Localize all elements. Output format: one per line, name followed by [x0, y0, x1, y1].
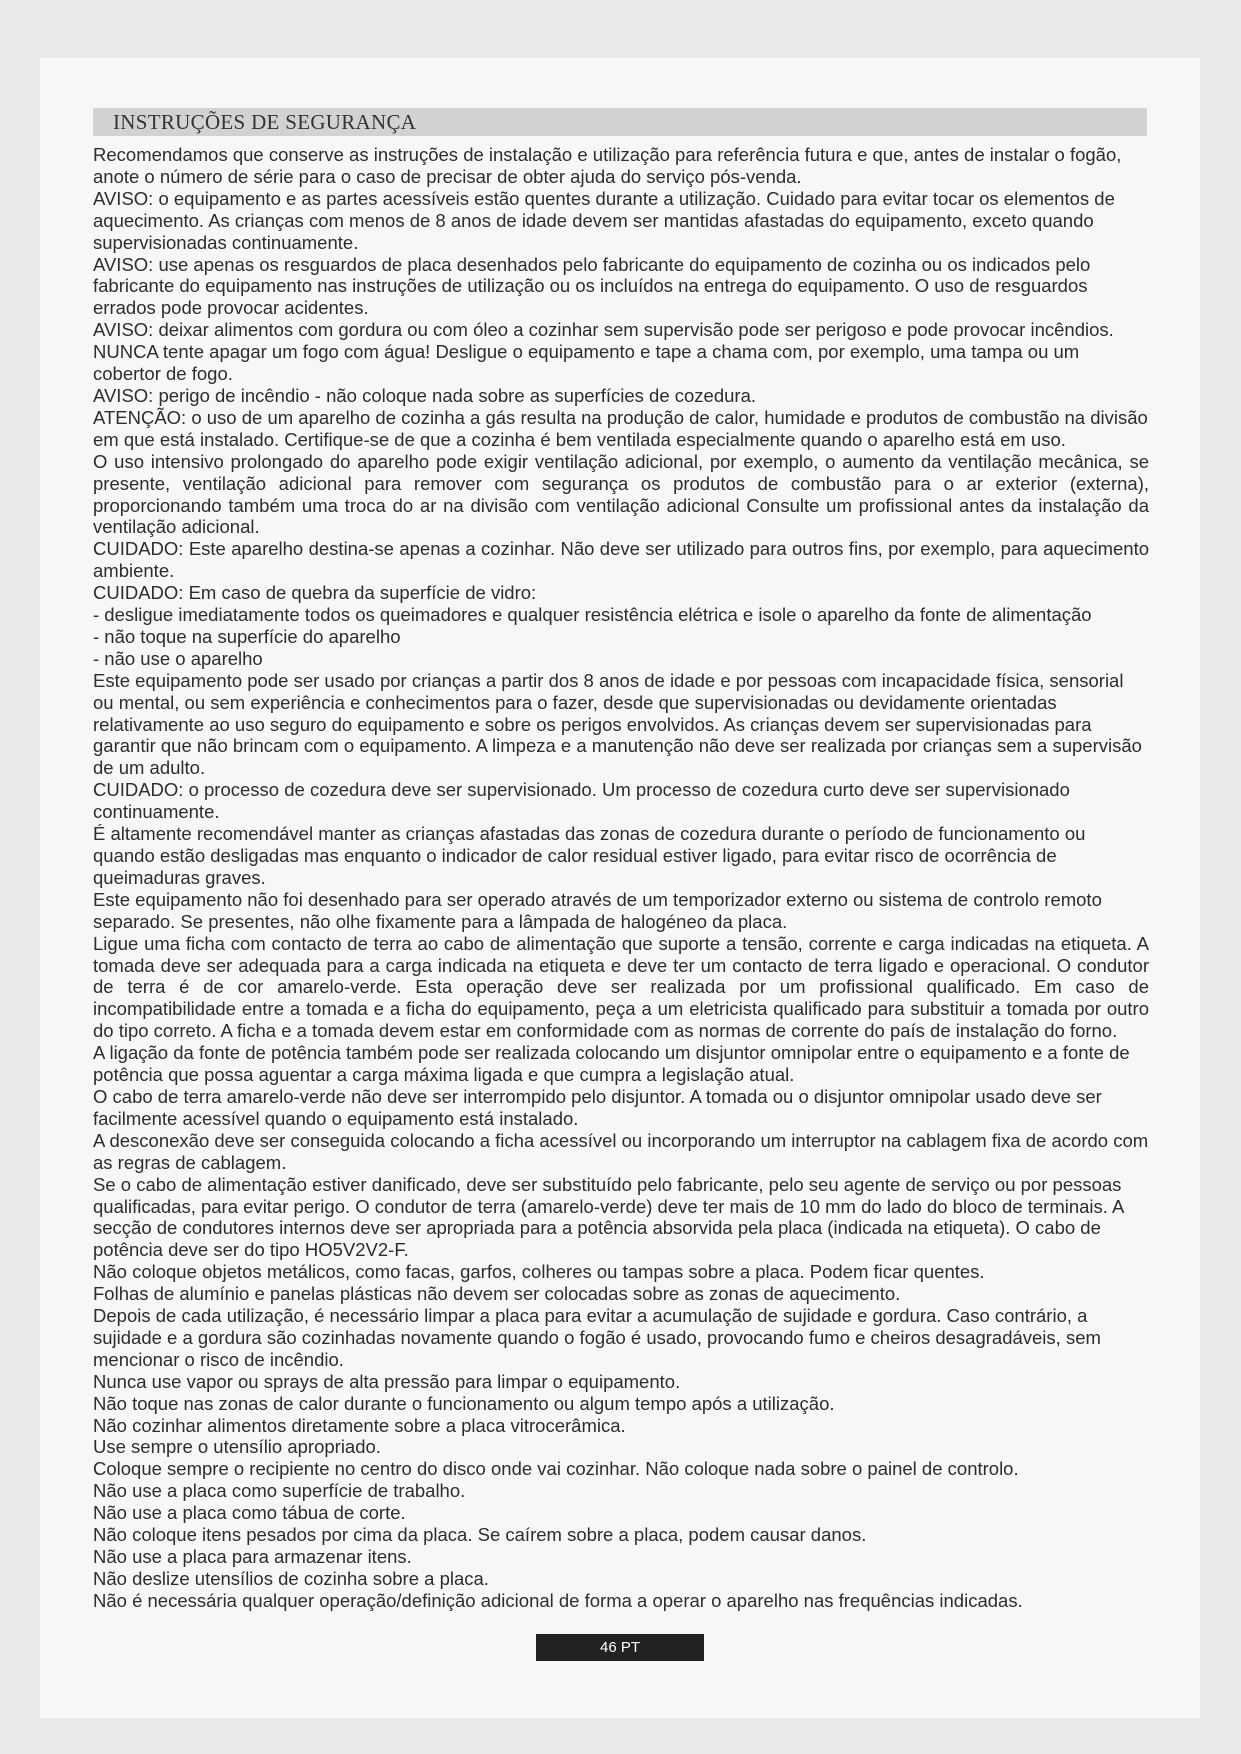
paragraph: Ligue uma ficha com contacto de terra ao cabo de alimentação que suporte a tensão, corrente e carga indicadas na etiqueta. A tomada deve ser adequada para a carga indicada na etiqueta e deve ter um contacto de terra ligado e operacional. O condutor de terra é de cor amarelo-verde. Esta operação deve ser realizada por um profissional qualificado. Em caso de incompatibilidade entre a tomada e a ficha do equipamento, peça a um eletricista qualificado para substituir a tomada por outro do tipo correto. A ficha e a tomada devem estar em conformidade com as normas de corrente do país de instalação do forno. [93, 932, 1149, 1042]
paragraph: ATENÇÃO: o uso de um aparelho de cozinha a gás resulta na produção de calor, humidade e produtos de combustão na divisão em que está instalado. Certifique-se de que a cozinha é bem ventilada especialmente quando o aparelho está em uso. [93, 406, 1148, 450]
paragraph: Não é necessária qualquer operação/definição adicional de forma a operar o aparelho nas frequências indicadas. [93, 1589, 1023, 1611]
paragraph: Não use a placa como superfície de trabalho. [93, 1480, 466, 1502]
paragraph: AVISO: deixar alimentos com gordura ou com óleo a cozinhar sem supervisão pode ser perigoso e pode provocar incêndios. NUNCA tente apagar um fogo com água! Desligue o equipamento e tape a chama com, por exemplo, uma tampa ou um cobertor de fogo. [93, 319, 1114, 385]
paragraph: AVISO: use apenas os resguardos de placa desenhados pelo fabricante do equipamento de cozinha ou os indicados pelo fabricante do equipamento nas instruções de utilização ou os incluídos na entrega do equipamento. O uso de resguardos errados pode provocar acidentes. [93, 253, 1091, 319]
paragraph: CUIDADO: Este aparelho destina-se apenas a cozinhar. Não deve ser utilizado para outros fins, por exemplo, para aquecimento ambiente. [93, 538, 1149, 582]
paragraph: Não deslize utensílios de cozinha sobre a placa. [93, 1567, 489, 1589]
paragraph: Não coloque objetos metálicos, como facas, garfos, colheres ou tampas sobre a placa. Podem ficar quentes. [93, 1261, 985, 1283]
paragraph: CUIDADO: o processo de cozedura deve ser supervisionado. Um processo de cozedura curto deve ser supervisionado continuamente. [93, 779, 1070, 823]
paragraph: Não cozinhar alimentos diretamente sobre a placa vitrocerâmica. [93, 1414, 626, 1436]
page-number-label: 46 PT [536, 1634, 704, 1661]
list-item: - não use o aparelho [93, 647, 263, 669]
paragraph: O uso intensivo prolongado do aparelho pode exigir ventilação adicional, por exemplo, o aumento da ventilação mecânica, se presente, ventilação adicional para remover com segurança os produtos de combustão para o ar exterior (externa), proporcionando também uma troca do ar na divisão com ventilação adicional Consulte um profissional antes da instalação da ventilação adicional. [93, 450, 1149, 538]
section-title: INSTRUÇÕES DE SEGURANÇA [113, 110, 417, 134]
paragraph: Depois de cada utilização, é necessário limpar a placa para evitar a acumulação de sujidade e gordura. Caso contrário, a sujidade e a gordura são cozinhadas novamente quando o fogão é usado, provocando fumo e cheiros desagradáveis, sem mencionar o risco de incêndio. [93, 1305, 1101, 1370]
paragraph: A desconexão deve ser conseguida colocando a ficha acessível ou incorporando um interruptor na cablagem fixa de acordo com as regras de cablagem. [93, 1129, 1149, 1173]
safety-instructions-body [93, 144, 1149, 1612]
paragraph: Não toque nas zonas de calor durante o funcionamento ou algum tempo após a utilização. [93, 1392, 835, 1414]
paragraph: Se o cabo de alimentação estiver danificado, deve ser substituído pelo fabricante, pelo seu agente de serviço ou por pessoas qualificadas, para evitar perigo. O condutor de terra (amarelo-verde) deve ter mais de 10 mm do lado do bloco de terminais. A secção de condutores internos deve ser apropriada para a potência absorvida pela placa (indicada na etiqueta). O cabo de potência deve ser do tipo HO5V2V2-F. [93, 1173, 1124, 1261]
paragraph: Não use a placa para armazenar itens. [93, 1546, 412, 1567]
paragraph: Este equipamento não foi desenhado para ser operado através de um temporizador externo ou sistema de controlo remoto separado. Se presentes, não olhe fixamente para a lâmpada de halogéneo da placa. [93, 888, 1102, 932]
paragraph: Recomendamos que conserve as instruções de instalação e utilização para referência futura e que, antes de instalar o fogão, anote o número de série para o caso de precisar de obter ajuda do serviço pós-venda. [93, 144, 1122, 187]
paragraph: Use sempre o utensílio apropriado. [93, 1436, 381, 1458]
list-item: - não toque na superfície do aparelho [93, 625, 401, 647]
paragraph: Folhas de alumínio e panelas plásticas não devem ser colocadas sobre as zonas de aquecimento. [93, 1283, 901, 1305]
paragraph: Não coloque itens pesados por cima da placa. Se caírem sobre a placa, podem causar danos. [93, 1524, 867, 1546]
paragraph: Coloque sempre o recipiente no centro do disco onde vai cozinhar. Não coloque nada sobre o painel de controlo. [93, 1458, 1019, 1480]
paragraph: A ligação da fonte de potência também pode ser realizada colocando um disjuntor omnipolar entre o equipamento e a fonte de potência que possa aguentar a carga máxima ligada e que cumpra a legislação atual. [93, 1042, 1130, 1086]
paragraph: Este equipamento pode ser usado por crianças a partir dos 8 anos de idade e por pessoas com incapacidade física, sensorial ou mental, ou sem experiência e conhecimentos para o fazer, desde que supervisionadas ou devidamente orientadas relativamente ao uso seguro do equipamento e sobre os perigos envolvidos. As crianças devem ser supervisionadas para garantir que não brincam com o equipamento. A limpeza e a manutenção não deve ser realizada por crianças sem a supervisão de um adulto. [93, 669, 1142, 779]
paragraph: AVISO: perigo de incêndio - não coloque nada sobre as superfícies de cozedura. [93, 384, 756, 406]
paragraph: Nunca use vapor ou sprays de alta pressão para limpar o equipamento. [93, 1370, 681, 1392]
paragraph: Não use a placa como tábua de corte. [93, 1502, 406, 1524]
section-header-bar [93, 108, 1147, 136]
paragraph: CUIDADO: Em caso de quebra da superfície de vidro: [93, 582, 537, 604]
paragraph: AVISO: o equipamento e as partes acessíveis estão quentes durante a utilização. Cuidado para evitar tocar os elementos de aquecimento. As crianças com menos de 8 anos de idade devem ser mantidas afastadas do equipamento, exceto quando supervisionadas continuamente. [93, 187, 1115, 253]
paragraph: É altamente recomendável manter as crianças afastadas das zonas de cozedura durante o período de funcionamento ou quando estão desligadas mas enquanto o indicador de calor residual estiver ligado, para evitar risco de ocorrência de queimaduras graves. [93, 823, 1086, 888]
paragraph: O cabo de terra amarelo-verde não deve ser interrompido pelo disjuntor. A tomada ou o disjuntor omnipolar usado deve ser facilmente acessível quando o equipamento está instalado. [93, 1085, 1102, 1129]
list-item: - desligue imediatamente todos os queimadores e qualquer resistência elétrica e isole o aparelho da fonte de alimentação [93, 604, 1092, 626]
